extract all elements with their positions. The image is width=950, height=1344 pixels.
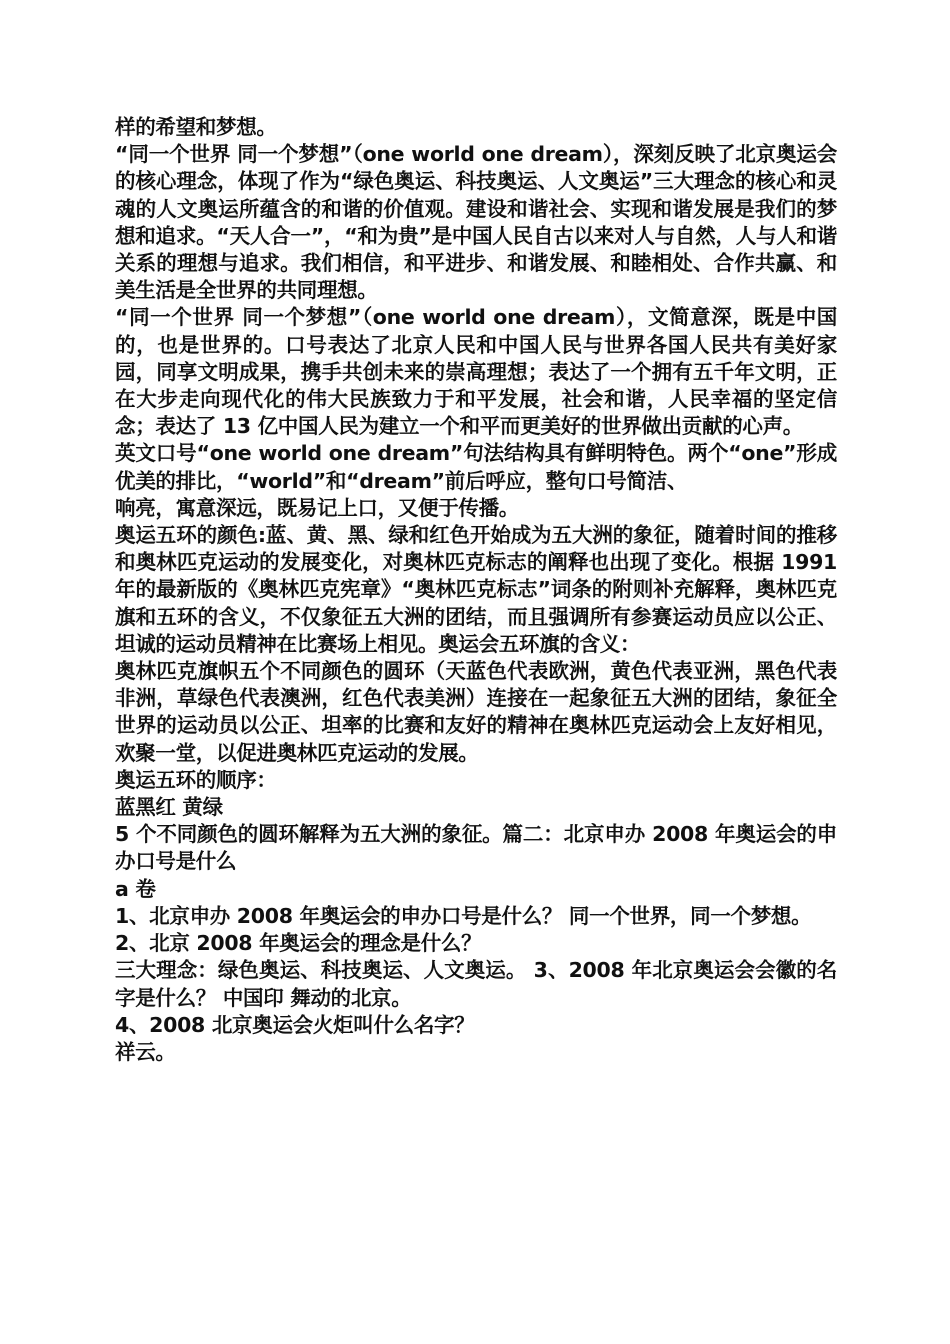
paragraph-9: 蓝黑红 黄绿 [115,795,223,820]
paragraph-15: 4、2008 北京奥运会火炬叫什么名字？ [115,1012,475,1037]
paragraph-8: 奥运五环的顺序： [115,767,277,792]
paragraph-2: “同一个世界 同一个梦想”（one world one dream），深刻反映了北京奥运会的核心理念，体现了作为“绿色奥运、科技奥运、人文奥运”三大理念的核心和灵魂的人文奥运所蕴含的和谐的价值观。建设和谐社会、实现和谐发展是我们的梦想和追求。“天人合一”，“和为贵”是中国人民自古以来对人与自然，人与人和谐关系的理想与追求。我们相信，和平进步、和谐发展、和睦相处、合作共赢、和美生活是全世界的共同理想。 [115,142,837,303]
paragraph-16: 祥云。 [115,1039,176,1064]
paragraph-1: 样的希望和梦想。 [115,115,277,139]
paragraph-13: 2、北京 2008 年奥运会的理念是什么？ [115,931,482,956]
paragraph-5: 响亮，寓意深远，既易记上口，又便于传播。 [115,495,519,520]
paragraph-11: a 卷 [115,876,156,901]
paragraph-10: 5 个不同颜色的圆环解释为五大洲的象征。篇二：北京申办 2008 年奥运会的申办口号是什么 [115,822,837,874]
document-body [115,114,837,1066]
paragraph-3: “同一个世界 同一个梦想”（one world one dream），文简意深，既是中国的，也是世界的。口号表达了北京人民和中国人民与世界各国人民共有美好家园，同享文明成果，携手共创未来的崇高理想；表达了一个拥有五千年文明，正在大步走向现代化的伟大民族致力于和平发展，社会和谐，人民幸福的坚定信念；表达了 13 亿中国人民为建立一个和平而更美好的世界做出贡献的心声。 [115,305,837,439]
paragraph-14: 三大理念：绿色奥运、科技奥运、人文奥运。 3、2008 年北京奥运会会徽的名字是什么？ 中国印 舞动的北京。 [115,958,837,1010]
paragraph-6: 奥运五环的颜色:蓝、黄、黑、绿和红色开始成为五大洲的象征，随着时间的推移和奥林匹克运动的发展变化，对奥林匹克标志的阐释也出现了变化。根据 1991 年的最新版的《奥林匹克宪章》“奥林匹克标志”词条的附则补充解释，奥林匹克旗和五环的含义，不仅象征五大洲的团结，而且强调所有参赛运动员应以公正、坦诚的运动员精神在比赛场上相见。奥运会五环旗的含义： [115,523,837,656]
paragraph-12: 1、北京申办 2008 年奥运会的申办口号是什么？ 同一个世界，同一个梦想。 [115,903,812,928]
paragraph-7: 奥林匹克旗帜五个不同颜色的圆环（天蓝色代表欧洲，黄色代表亚洲，黑色代表非洲，草绿色代表澳洲，红色代表美洲）连接在一起象征五大洲的团结，象征全世界的运动员以公正、坦率的比赛和友好的精神在奥林匹克运动会上友好相见，欢聚一堂，以促进奥林匹克运动的发展。 [115,659,837,765]
paragraph-4: 英文口号“one world one dream”句法结构具有鲜明特色。两个“one”形成优美的排比，“world”和“dream”前后呼应，整句口号简洁、 [115,441,837,493]
